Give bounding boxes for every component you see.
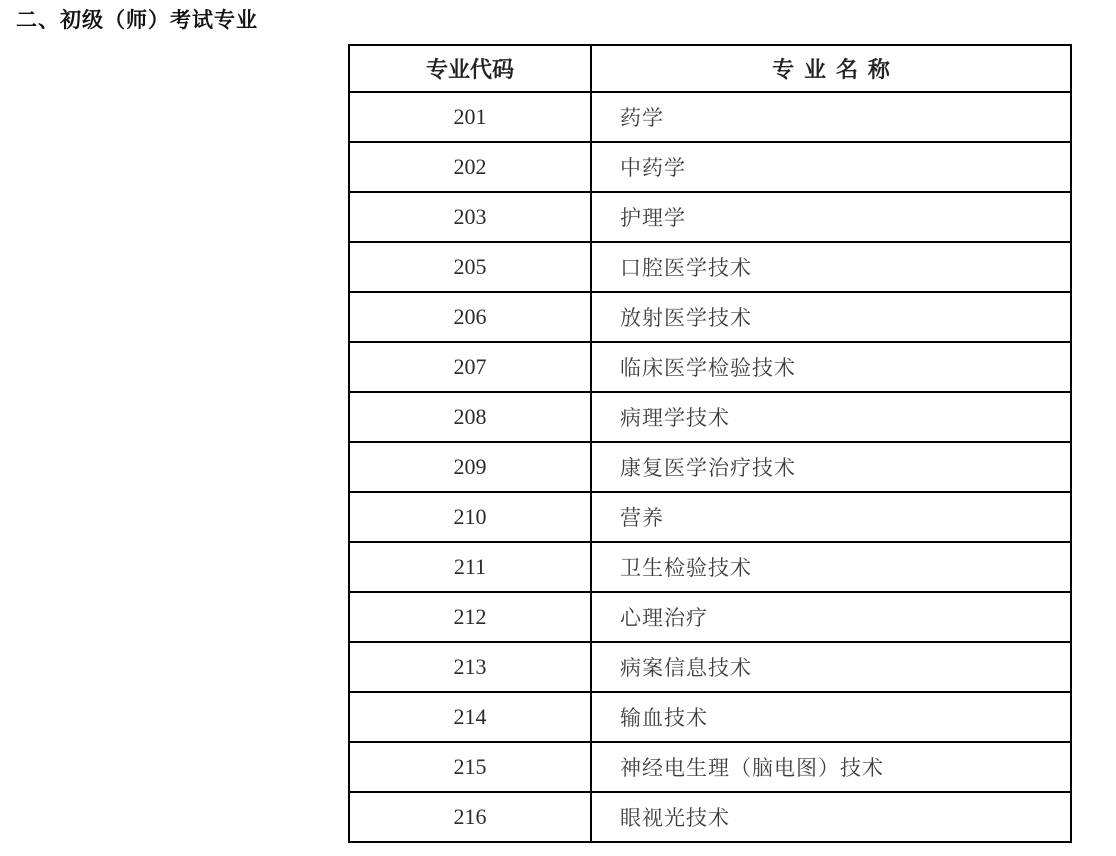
table-row (349, 442, 1071, 492)
table-row (349, 742, 1071, 792)
name-cell: 中药学 (591, 142, 1071, 192)
name-cell: 护理学 (591, 192, 1071, 242)
table-row (349, 292, 1071, 342)
table-row (349, 392, 1071, 442)
table-row (349, 142, 1071, 192)
table-row (349, 92, 1071, 142)
name-cell: 心理治疗 (591, 592, 1071, 642)
table-row (349, 492, 1071, 542)
name-cell: 口腔医学技术 (591, 242, 1071, 292)
code-cell: 206 (349, 292, 591, 342)
code-cell: 205 (349, 242, 591, 292)
code-cell: 215 (349, 742, 591, 792)
name-cell: 病理学技术 (591, 392, 1071, 442)
table-row (349, 642, 1071, 692)
exam-majors-table (348, 44, 1072, 843)
code-cell: 214 (349, 692, 591, 742)
header-cell-code: 专业代码 (349, 45, 591, 92)
name-cell: 康复医学治疗技术 (591, 442, 1071, 492)
name-cell: 眼视光技术 (591, 792, 1071, 842)
code-cell: 212 (349, 592, 591, 642)
code-cell: 210 (349, 492, 591, 542)
code-cell: 202 (349, 142, 591, 192)
table-body (349, 92, 1071, 842)
table-row (349, 192, 1071, 242)
code-cell: 207 (349, 342, 591, 392)
code-cell: 208 (349, 392, 591, 442)
code-cell: 213 (349, 642, 591, 692)
name-cell: 营养 (591, 492, 1071, 542)
name-cell: 临床医学检验技术 (591, 342, 1071, 392)
table-row (349, 592, 1071, 642)
code-cell: 201 (349, 92, 591, 142)
code-cell: 203 (349, 192, 591, 242)
table-row (349, 342, 1071, 392)
code-cell: 209 (349, 442, 591, 492)
name-cell: 输血技术 (591, 692, 1071, 742)
table-row (349, 242, 1071, 292)
code-cell: 211 (349, 542, 591, 592)
page-title: 二、初级（师）考试专业 (16, 9, 258, 32)
table-row (349, 692, 1071, 742)
name-cell: 药学 (591, 92, 1071, 142)
table-header-row (349, 45, 1071, 92)
name-cell: 卫生检验技术 (591, 542, 1071, 592)
name-cell: 神经电生理（脑电图）技术 (591, 742, 1071, 792)
table-row (349, 542, 1071, 592)
code-cell: 216 (349, 792, 591, 842)
name-cell: 放射医学技术 (591, 292, 1071, 342)
header-cell-name: 专业名称 (591, 45, 1071, 92)
table-row (349, 792, 1071, 842)
name-cell: 病案信息技术 (591, 642, 1071, 692)
